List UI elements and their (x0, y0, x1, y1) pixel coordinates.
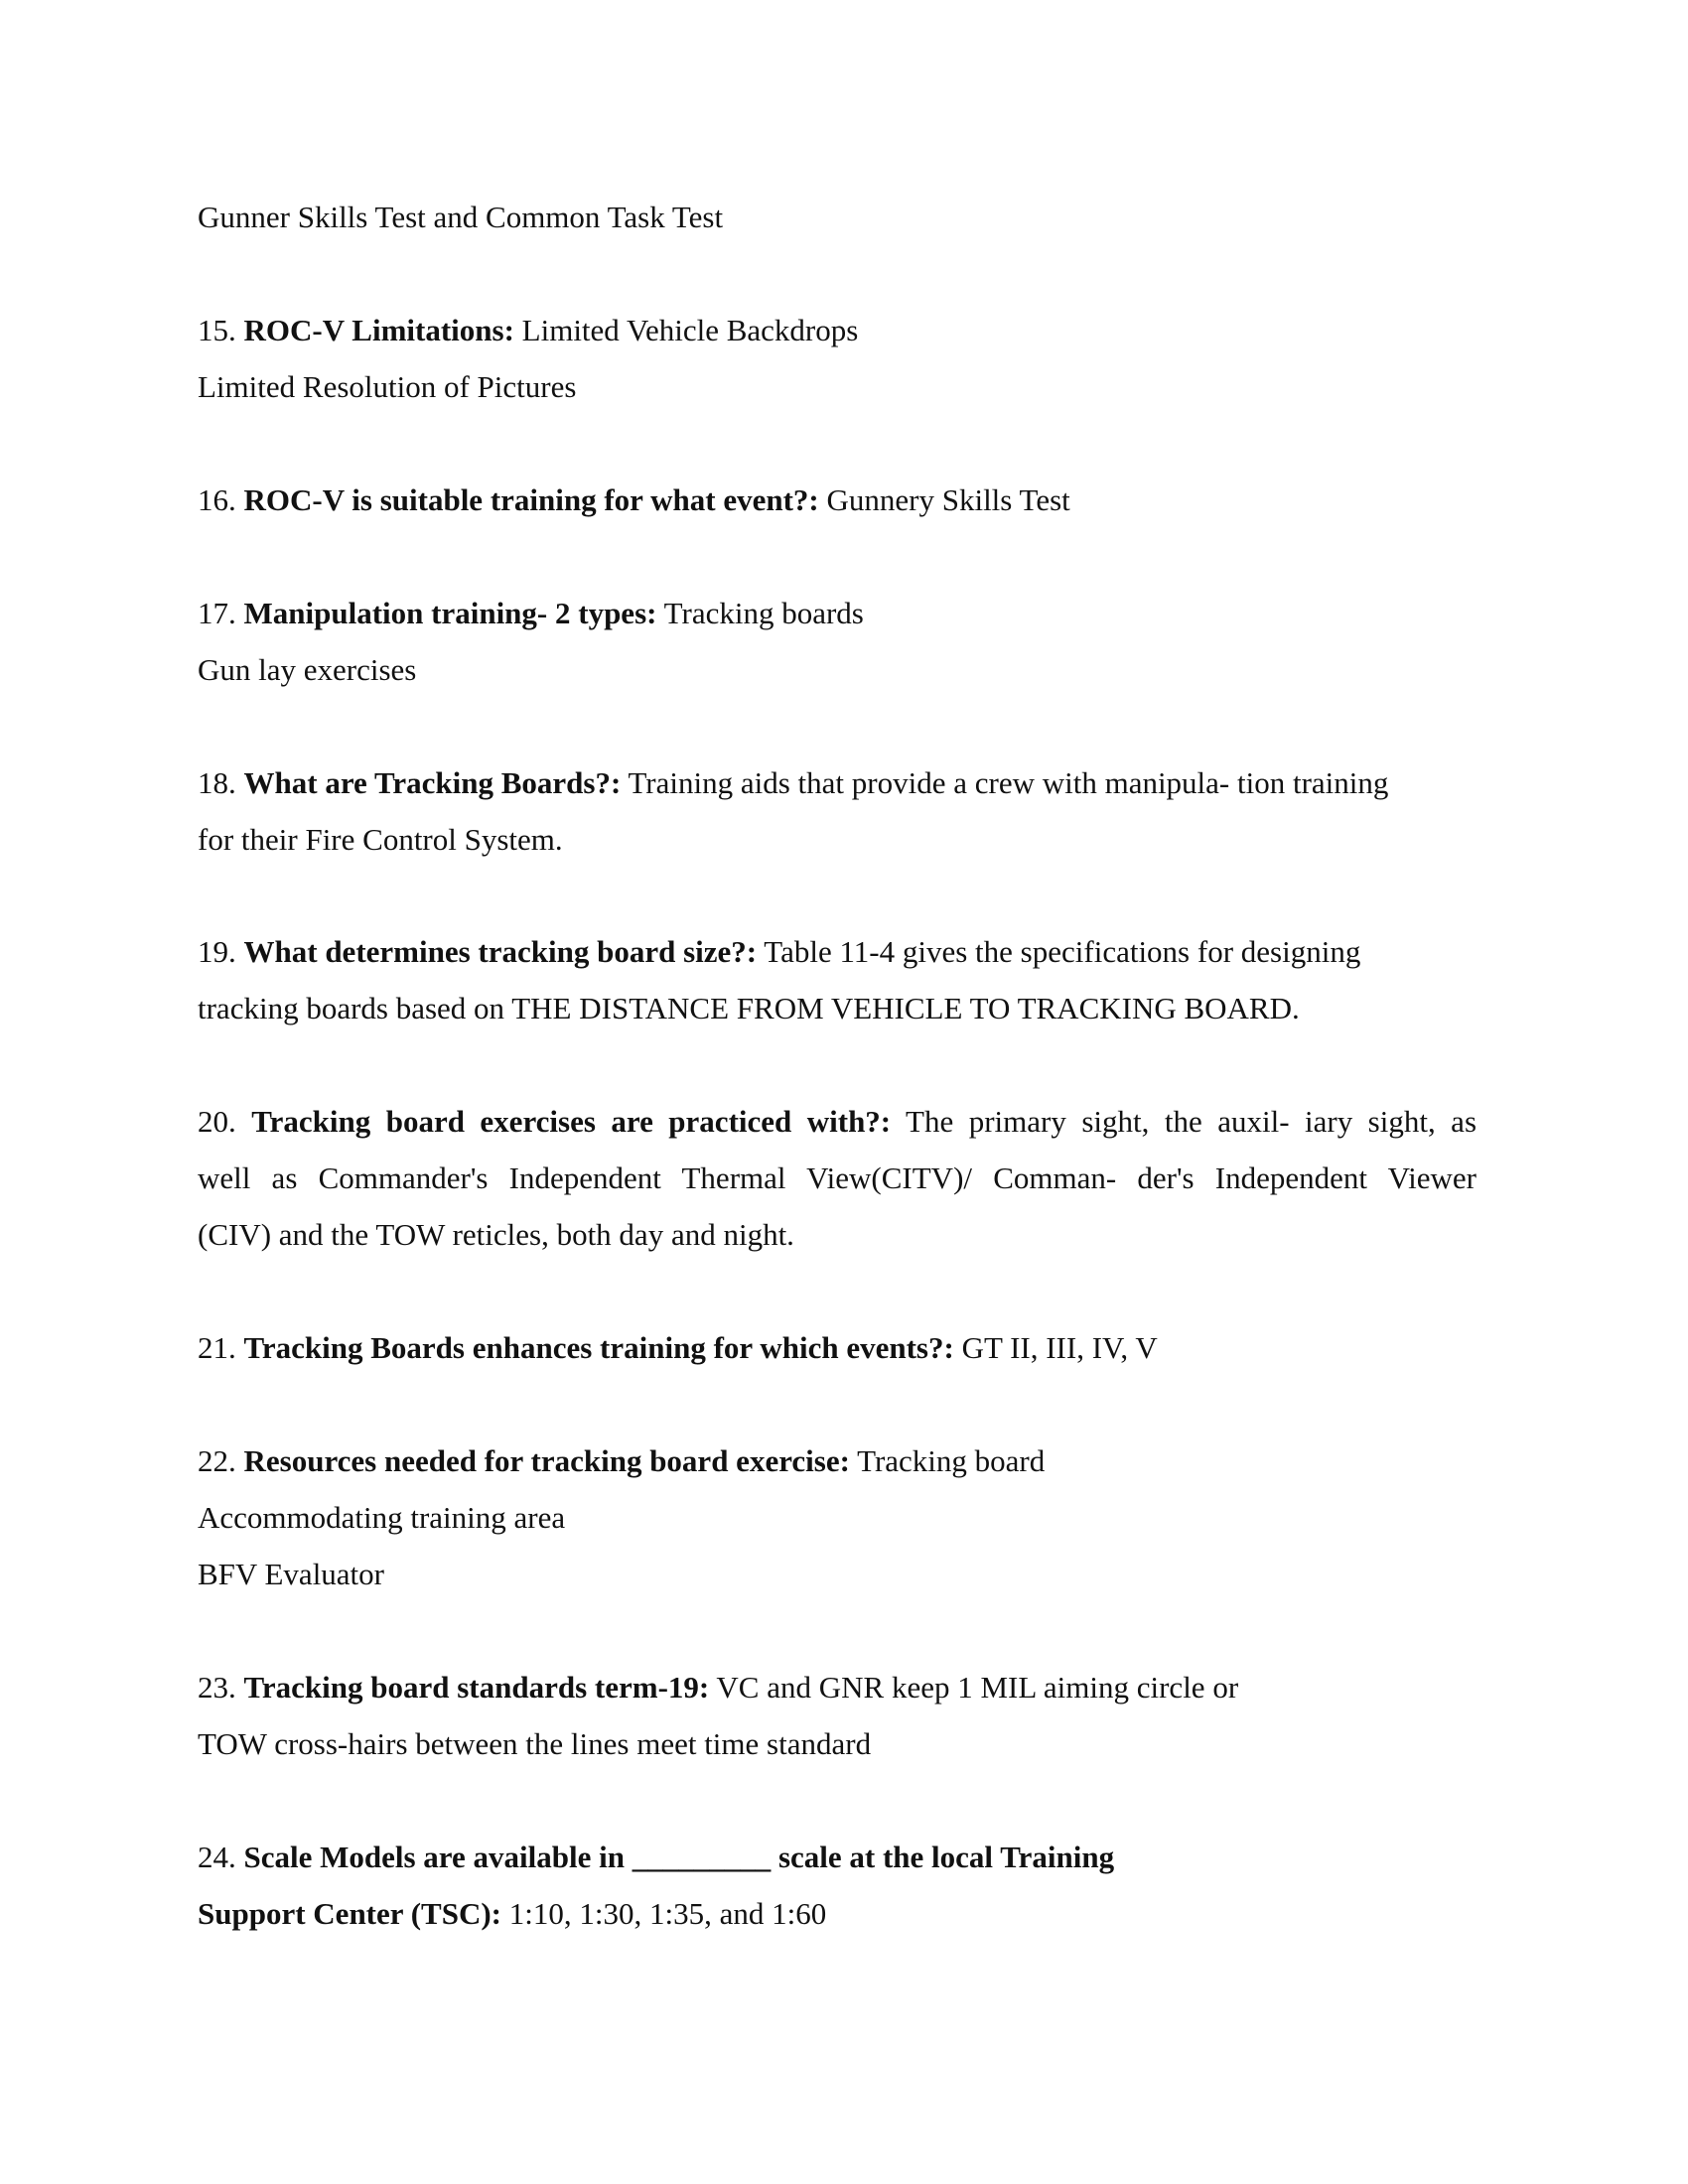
item-number: 21. (198, 1330, 236, 1365)
item-number: 19. (198, 934, 236, 969)
item-number: 15. (198, 313, 236, 347)
item-question: Support Center (TSC): (198, 1896, 501, 1931)
item-23 (198, 1659, 1238, 1715)
item-number: 17. (198, 596, 236, 630)
item-15-line: Limited Resolution of Pictures (198, 369, 577, 404)
item-question: Tracking board standards term-19: (243, 1670, 710, 1705)
item-24-line (198, 1885, 826, 1942)
item-answer: Tracking board (849, 1443, 1046, 1478)
item-answer: Training aids that provide a crew with manipula- tion training (621, 765, 1389, 800)
item-17-line: Gun lay exercises (198, 652, 417, 687)
item-question: Tracking board exercises are practiced with?: (251, 1104, 892, 1139)
item-question: What are Tracking Boards?: (243, 765, 622, 800)
item-16 (198, 472, 1070, 528)
item-question: Manipulation training- 2 types: (243, 596, 657, 630)
item-number: 16. (198, 482, 236, 517)
item-question: ROC-V Limitations: (243, 313, 514, 347)
item-number: 24. (198, 1840, 236, 1874)
item-20-line: well as Commander's Independent Thermal View(CITV)/ Comman- der's Independent Viewer (198, 1160, 1477, 1195)
item-question: Scale Models are available in _________ scale at the local Training (243, 1840, 1115, 1874)
item-number: 23. (198, 1670, 236, 1705)
item-question: ROC-V is suitable training for what event?: (243, 482, 819, 517)
item-number: 22. (198, 1443, 236, 1478)
item-number: 18. (198, 765, 236, 800)
item-question: Resources needed for tracking board exercise: (243, 1443, 850, 1478)
item-22-line: BFV Evaluator (198, 1557, 384, 1591)
item-question: Tracking Boards enhances training for which events?: (243, 1330, 954, 1365)
item-15 (198, 302, 858, 358)
item-24 (198, 1829, 1114, 1885)
item-answer: Tracking boards (656, 596, 864, 630)
item-18-line: for their Fire Control System. (198, 822, 563, 857)
intro-line: Gunner Skills Test and Common Task Test (198, 200, 724, 234)
item-answer: Limited Vehicle Backdrops (513, 313, 859, 347)
item-answer: Table 11-4 gives the specifications for designing (757, 934, 1361, 969)
item-20 (198, 1093, 1477, 1150)
item-18 (198, 754, 1388, 811)
item-21 (198, 1319, 1158, 1376)
item-answer: GT II, III, IV, V (953, 1330, 1158, 1365)
item-answer: Gunnery Skills Test (818, 482, 1070, 517)
item-19 (198, 923, 1360, 980)
item-17 (198, 585, 864, 641)
item-question: What determines tracking board size?: (243, 934, 758, 969)
item-answer: The primary sight, the auxil- iary sight, as (891, 1104, 1477, 1139)
item-20-line: (CIV) and the TOW reticles, both day and night. (198, 1217, 794, 1252)
item-23-line: TOW cross-hairs between the lines meet time standard (198, 1726, 872, 1761)
item-number: 20. (198, 1104, 236, 1139)
item-19-line: tracking boards based on THE DISTANCE FROM VEHICLE TO TRACKING BOARD. (198, 991, 1300, 1025)
item-answer: VC and GNR keep 1 MIL aiming circle or (709, 1670, 1239, 1705)
item-answer: 1:10, 1:30, 1:35, and 1:60 (501, 1896, 827, 1931)
item-22 (198, 1433, 1045, 1489)
item-22-line: Accommodating training area (198, 1500, 566, 1535)
